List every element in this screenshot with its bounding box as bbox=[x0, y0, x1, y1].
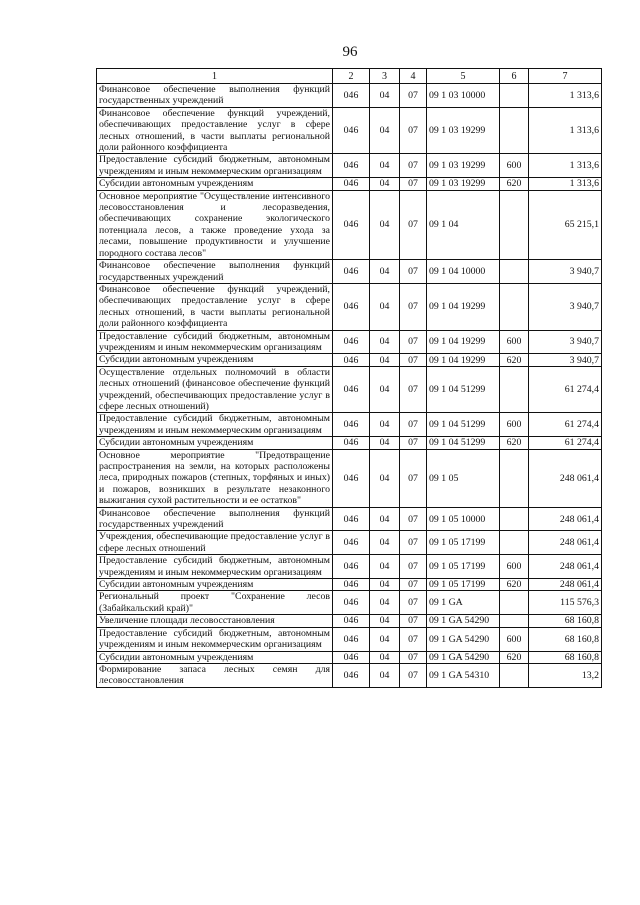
row-col-3: 04 bbox=[370, 531, 400, 555]
row-col-5: 09 1 GA 54290 bbox=[427, 615, 500, 627]
row-name: Субсидии автономным учреждениям bbox=[97, 651, 333, 663]
table-row bbox=[97, 354, 602, 366]
row-col-4: 07 bbox=[400, 651, 427, 663]
row-col-5: 09 1 04 51299 bbox=[427, 413, 500, 437]
table-row bbox=[97, 283, 602, 330]
header-col-1: 1 bbox=[97, 69, 333, 84]
row-col-6 bbox=[500, 84, 529, 108]
row-name: Финансовое обеспечение выполнения функций государственных учреждений bbox=[97, 84, 333, 108]
table-row bbox=[97, 154, 602, 178]
row-col-7: 248 061,4 bbox=[529, 555, 602, 579]
row-name: Предоставление субсидий бюджетным, автономным учреждениям и иным некоммерческим организациям bbox=[97, 330, 333, 354]
row-col-7: 115 576,3 bbox=[529, 591, 602, 615]
row-name: Финансовое обеспечение функций учреждений, обеспечивающих предоставление услуг в сфере лесных отношений, в части выплаты региональной доли районного коэффициента bbox=[97, 283, 333, 330]
table-row bbox=[97, 178, 602, 190]
row-col-6 bbox=[500, 283, 529, 330]
row-col-3: 04 bbox=[370, 591, 400, 615]
row-name: Субсидии автономным учреждениям bbox=[97, 579, 333, 591]
row-name: Основное мероприятие "Осуществление интенсивного лесовосстановления и лесоразведения, обеспечивающих сохранение экологического потенциала лесов, а также проведение ухода за лесами, повышение продуктивности и улучшение породного состава лесов" bbox=[97, 190, 333, 259]
row-col-7: 1 313,6 bbox=[529, 154, 602, 178]
table-row bbox=[97, 663, 602, 687]
row-col-2: 046 bbox=[333, 651, 370, 663]
table-row bbox=[97, 651, 602, 663]
row-col-6 bbox=[500, 531, 529, 555]
row-col-4: 07 bbox=[400, 190, 427, 259]
row-col-2: 046 bbox=[333, 354, 370, 366]
row-col-3: 04 bbox=[370, 579, 400, 591]
row-name: Предоставление субсидий бюджетным, автономным учреждениям и иным некоммерческим организациям bbox=[97, 627, 333, 651]
table-row bbox=[97, 627, 602, 651]
row-name: Субсидии автономным учреждениям bbox=[97, 178, 333, 190]
row-col-5: 09 1 GA 54310 bbox=[427, 663, 500, 687]
row-col-6 bbox=[500, 615, 529, 627]
row-col-2: 046 bbox=[333, 330, 370, 354]
row-col-3: 04 bbox=[370, 615, 400, 627]
row-col-2: 046 bbox=[333, 579, 370, 591]
row-col-5: 09 1 04 51299 bbox=[427, 437, 500, 449]
row-col-4: 07 bbox=[400, 663, 427, 687]
row-col-4: 07 bbox=[400, 555, 427, 579]
row-col-3: 04 bbox=[370, 260, 400, 284]
row-col-3: 04 bbox=[370, 154, 400, 178]
row-col-7: 3 940,7 bbox=[529, 260, 602, 284]
row-col-3: 04 bbox=[370, 107, 400, 154]
row-name: Формирование запаса лесных семян для лесовосстановления bbox=[97, 663, 333, 687]
row-name: Осуществление отдельных полномочий в области лесных отношений (финансовое обеспечение функций учреждений, обеспечивающих предоставление услуг в сфере лесных отношений) bbox=[97, 366, 333, 413]
row-col-5: 09 1 GA 54290 bbox=[427, 651, 500, 663]
row-col-5: 09 1 05 17199 bbox=[427, 531, 500, 555]
header-col-6: 6 bbox=[500, 69, 529, 84]
row-col-5: 09 1 05 bbox=[427, 449, 500, 507]
row-col-2: 046 bbox=[333, 591, 370, 615]
row-col-6 bbox=[500, 507, 529, 531]
row-col-6 bbox=[500, 449, 529, 507]
row-col-2: 046 bbox=[333, 449, 370, 507]
row-col-5: 09 1 03 19299 bbox=[427, 178, 500, 190]
row-col-5: 09 1 GA 54290 bbox=[427, 627, 500, 651]
table-row bbox=[97, 330, 602, 354]
row-col-6 bbox=[500, 107, 529, 154]
row-col-4: 07 bbox=[400, 283, 427, 330]
row-col-3: 04 bbox=[370, 437, 400, 449]
row-col-3: 04 bbox=[370, 190, 400, 259]
header-col-4: 4 bbox=[400, 69, 427, 84]
row-col-5: 09 1 04 19299 bbox=[427, 354, 500, 366]
row-col-5: 09 1 03 10000 bbox=[427, 84, 500, 108]
row-col-2: 046 bbox=[333, 615, 370, 627]
row-col-7: 248 061,4 bbox=[529, 579, 602, 591]
row-col-7: 68 160,8 bbox=[529, 627, 602, 651]
row-col-6 bbox=[500, 366, 529, 413]
table-row bbox=[97, 107, 602, 154]
table-row bbox=[97, 437, 602, 449]
row-col-2: 046 bbox=[333, 627, 370, 651]
table-row bbox=[97, 84, 602, 108]
row-col-7: 61 274,4 bbox=[529, 413, 602, 437]
row-col-7: 1 313,6 bbox=[529, 178, 602, 190]
row-col-7: 248 061,4 bbox=[529, 531, 602, 555]
row-col-4: 07 bbox=[400, 354, 427, 366]
table-row bbox=[97, 615, 602, 627]
row-col-3: 04 bbox=[370, 627, 400, 651]
row-col-2: 046 bbox=[333, 154, 370, 178]
row-name: Предоставление субсидий бюджетным, автономным учреждениям и иным некоммерческим организациям bbox=[97, 555, 333, 579]
header-col-2: 2 bbox=[333, 69, 370, 84]
row-name: Учреждения, обеспечивающие предоставление услуг в сфере лесных отношений bbox=[97, 531, 333, 555]
budget-table bbox=[96, 68, 602, 688]
row-col-5: 09 1 03 19299 bbox=[427, 107, 500, 154]
row-col-6: 600 bbox=[500, 154, 529, 178]
row-col-4: 07 bbox=[400, 449, 427, 507]
header-col-7: 7 bbox=[529, 69, 602, 84]
row-col-6: 620 bbox=[500, 178, 529, 190]
row-col-3: 04 bbox=[370, 354, 400, 366]
row-name: Увеличение площади лесовосстановления bbox=[97, 615, 333, 627]
row-col-6: 600 bbox=[500, 413, 529, 437]
row-col-3: 04 bbox=[370, 555, 400, 579]
row-col-4: 07 bbox=[400, 366, 427, 413]
row-col-6 bbox=[500, 190, 529, 259]
row-col-6 bbox=[500, 260, 529, 284]
row-col-4: 07 bbox=[400, 591, 427, 615]
row-col-4: 07 bbox=[400, 413, 427, 437]
row-col-4: 07 bbox=[400, 178, 427, 190]
row-col-3: 04 bbox=[370, 507, 400, 531]
table-row bbox=[97, 591, 602, 615]
row-col-5: 09 1 05 17199 bbox=[427, 555, 500, 579]
row-col-2: 046 bbox=[333, 260, 370, 284]
row-col-7: 68 160,8 bbox=[529, 651, 602, 663]
row-name: Предоставление субсидий бюджетным, автономным учреждениям и иным некоммерческим организациям bbox=[97, 154, 333, 178]
row-col-6: 620 bbox=[500, 651, 529, 663]
row-col-7: 3 940,7 bbox=[529, 330, 602, 354]
row-col-6: 600 bbox=[500, 555, 529, 579]
row-col-7: 13,2 bbox=[529, 663, 602, 687]
header-col-3: 3 bbox=[370, 69, 400, 84]
row-col-6 bbox=[500, 663, 529, 687]
row-col-2: 046 bbox=[333, 555, 370, 579]
row-col-2: 046 bbox=[333, 437, 370, 449]
table-row bbox=[97, 260, 602, 284]
row-col-4: 07 bbox=[400, 330, 427, 354]
row-col-2: 046 bbox=[333, 283, 370, 330]
row-col-5: 09 1 05 10000 bbox=[427, 507, 500, 531]
row-name: Основное мероприятие "Предотвращение распространения на земли, на которых расположены леса, природных пожаров (степных, торфяных и иных) и пожаров, возникших в результате незаконного выжигания сухой растительности и ее остатков" bbox=[97, 449, 333, 507]
row-col-2: 046 bbox=[333, 413, 370, 437]
page-number: 96 bbox=[342, 44, 358, 60]
table-row bbox=[97, 555, 602, 579]
row-col-7: 61 274,4 bbox=[529, 437, 602, 449]
row-col-3: 04 bbox=[370, 449, 400, 507]
row-col-2: 046 bbox=[333, 178, 370, 190]
row-col-6 bbox=[500, 591, 529, 615]
row-col-7: 68 160,8 bbox=[529, 615, 602, 627]
row-name: Региональный проект "Сохранение лесов (Забайкальский край)" bbox=[97, 591, 333, 615]
row-col-6: 620 bbox=[500, 354, 529, 366]
row-col-7: 1 313,6 bbox=[529, 107, 602, 154]
row-col-3: 04 bbox=[370, 283, 400, 330]
row-col-3: 04 bbox=[370, 330, 400, 354]
row-name: Субсидии автономным учреждениям bbox=[97, 354, 333, 366]
row-col-4: 07 bbox=[400, 437, 427, 449]
table-row bbox=[97, 449, 602, 507]
row-col-2: 046 bbox=[333, 531, 370, 555]
table-row bbox=[97, 366, 602, 413]
row-col-2: 046 bbox=[333, 366, 370, 413]
row-col-4: 07 bbox=[400, 260, 427, 284]
row-col-6: 600 bbox=[500, 627, 529, 651]
row-col-2: 046 bbox=[333, 107, 370, 154]
row-col-5: 09 1 04 bbox=[427, 190, 500, 259]
row-col-7: 248 061,4 bbox=[529, 507, 602, 531]
row-col-5: 09 1 GA bbox=[427, 591, 500, 615]
row-col-2: 046 bbox=[333, 84, 370, 108]
row-name: Субсидии автономным учреждениям bbox=[97, 437, 333, 449]
row-col-4: 07 bbox=[400, 531, 427, 555]
row-col-7: 65 215,1 bbox=[529, 190, 602, 259]
row-col-2: 046 bbox=[333, 507, 370, 531]
row-col-4: 07 bbox=[400, 507, 427, 531]
table-row bbox=[97, 413, 602, 437]
row-col-7: 3 940,7 bbox=[529, 283, 602, 330]
row-col-3: 04 bbox=[370, 84, 400, 108]
table-row bbox=[97, 531, 602, 555]
table-row bbox=[97, 507, 602, 531]
row-col-7: 3 940,7 bbox=[529, 354, 602, 366]
row-col-7: 61 274,4 bbox=[529, 366, 602, 413]
row-col-4: 07 bbox=[400, 579, 427, 591]
row-col-4: 07 bbox=[400, 107, 427, 154]
row-col-5: 09 1 04 51299 bbox=[427, 366, 500, 413]
row-col-5: 09 1 04 10000 bbox=[427, 260, 500, 284]
row-col-4: 07 bbox=[400, 154, 427, 178]
table-row bbox=[97, 190, 602, 259]
row-col-5: 09 1 04 19299 bbox=[427, 283, 500, 330]
header-row bbox=[97, 69, 602, 84]
row-col-3: 04 bbox=[370, 651, 400, 663]
row-col-4: 07 bbox=[400, 615, 427, 627]
row-col-4: 07 bbox=[400, 627, 427, 651]
row-col-7: 1 313,6 bbox=[529, 84, 602, 108]
row-col-3: 04 bbox=[370, 413, 400, 437]
row-col-3: 04 bbox=[370, 663, 400, 687]
header-col-5: 5 bbox=[427, 69, 500, 84]
row-col-5: 09 1 04 19299 bbox=[427, 330, 500, 354]
row-col-7: 248 061,4 bbox=[529, 449, 602, 507]
row-col-6: 620 bbox=[500, 437, 529, 449]
row-col-6: 600 bbox=[500, 330, 529, 354]
row-col-3: 04 bbox=[370, 366, 400, 413]
row-col-5: 09 1 03 19299 bbox=[427, 154, 500, 178]
table-row bbox=[97, 579, 602, 591]
row-col-4: 07 bbox=[400, 84, 427, 108]
row-name: Финансовое обеспечение функций учреждений, обеспечивающих предоставление услуг в сфере лесных отношений, в части выплаты региональной доли районного коэффициента bbox=[97, 107, 333, 154]
row-col-2: 046 bbox=[333, 190, 370, 259]
row-col-6: 620 bbox=[500, 579, 529, 591]
row-name: Финансовое обеспечение выполнения функций государственных учреждений bbox=[97, 260, 333, 284]
row-col-5: 09 1 05 17199 bbox=[427, 579, 500, 591]
row-name: Предоставление субсидий бюджетным, автономным учреждениям и иным некоммерческим организациям bbox=[97, 413, 333, 437]
row-name: Финансовое обеспечение выполнения функций государственных учреждений bbox=[97, 507, 333, 531]
row-col-2: 046 bbox=[333, 663, 370, 687]
row-col-3: 04 bbox=[370, 178, 400, 190]
